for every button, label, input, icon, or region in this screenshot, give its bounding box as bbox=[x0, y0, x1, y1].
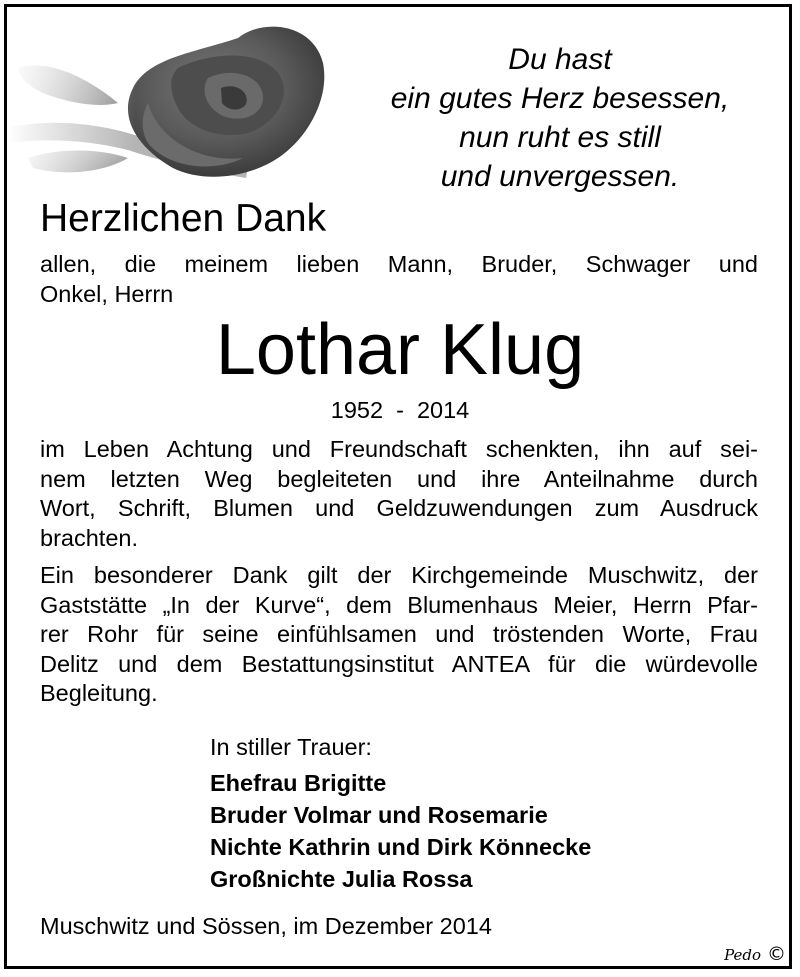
body-line: im Leben Achtung und Freundschaft schenkten, ihn auf sei- bbox=[40, 436, 758, 462]
body-paragraph-2 bbox=[40, 561, 758, 709]
intro-line: allen, die meinem lieben Mann, Bruder, Schwager und bbox=[40, 251, 758, 277]
body-line: Delitz und dem Bestattungsinstitut ANTEA für die würdevolle bbox=[40, 650, 758, 677]
mourners-list bbox=[210, 767, 591, 895]
thanks-heading: Herzlichen Dank bbox=[40, 197, 327, 240]
mourner-name: Ehefrau Brigitte bbox=[210, 770, 387, 796]
copyright-icon: © bbox=[767, 943, 786, 965]
body-line: nem letzten Weg begleiteten und ihre Anteilnahme durch bbox=[40, 465, 758, 492]
intro-paragraph bbox=[40, 250, 758, 309]
intro-line: Onkel, Herrn bbox=[40, 280, 174, 307]
mourning-label: In stiller Trauer: bbox=[210, 734, 372, 760]
publisher-mark bbox=[724, 944, 786, 965]
rose-image bbox=[8, 8, 328, 193]
body-line: Wort, Schrift, Blumen und Geldzuwendungen zum Ausdruck bbox=[40, 495, 758, 521]
signature: Pedo bbox=[724, 946, 761, 964]
poem-line: nun ruht es still bbox=[459, 121, 661, 154]
body-line: brachten. bbox=[40, 524, 138, 551]
body-paragraph-1 bbox=[40, 435, 758, 553]
mourner-name: Nichte Kathrin und Dirk Könnecke bbox=[210, 834, 592, 860]
poem-line: und unvergessen. bbox=[440, 160, 680, 193]
poem-line: Du hast bbox=[508, 43, 612, 76]
poem-line: ein gutes Herz besessen, bbox=[390, 82, 730, 115]
body-line: Gaststätte „In der Kurve“, dem Blumenhaus Meier, Herrn Pfar- bbox=[40, 591, 758, 618]
mourner-name: Bruder Volmar und Rosemarie bbox=[210, 802, 548, 828]
life-years: 1952 - 2014 bbox=[330, 397, 470, 423]
body-line: Begleitung. bbox=[40, 680, 158, 706]
deceased-name: Lothar Klug bbox=[215, 310, 585, 390]
poem bbox=[340, 40, 780, 196]
place-date: Muschwitz und Sössen, im Dezember 2014 bbox=[40, 913, 492, 939]
body-line: rer Rohr für seine einfühlsamen und tröstenden Worte, Frau bbox=[40, 621, 758, 647]
body-line: Ein besonderer Dank gilt der Kirchgemeinde Muschwitz, der bbox=[40, 562, 758, 588]
mourner-name: Großnichte Julia Rossa bbox=[210, 866, 473, 892]
